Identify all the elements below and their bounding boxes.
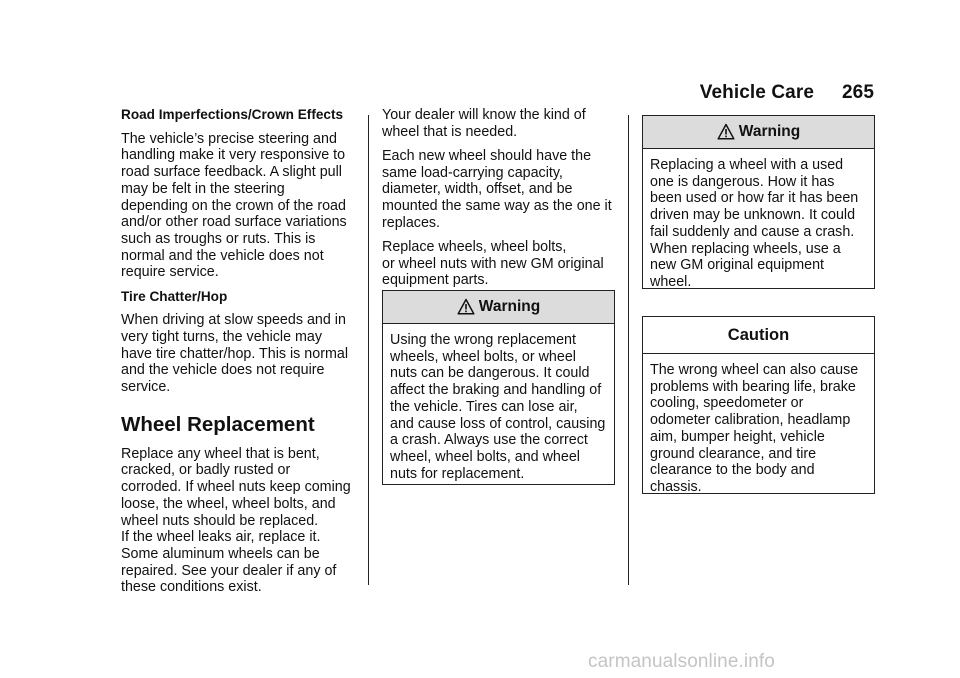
- caution-title: Caution: [727, 325, 790, 344]
- running-head: [700, 82, 874, 104]
- warning-text: Replacing a wheel with a used one is dangerous. How it has been used or how far it has been driven may be unknown. It could fail suddenly and cause a crash. When replacing wheels, use a new GM original equipment wheel.: [650, 157, 859, 290]
- watermark: carmanualsonline.info: [588, 651, 775, 672]
- paragraph-tire-chatter: When driving at slow speeds and in very tight turns, the vehicle may have tire chatter/hop. This is normal and the vehicle does not require service.: [121, 312, 349, 396]
- paragraph-replace-parts: Replace wheels, wheel bolts, or wheel nuts with new GM original equipment parts.: [382, 238, 604, 289]
- warning-title: Warning: [478, 298, 541, 315]
- section-title: Vehicle Care: [699, 82, 814, 103]
- warning-triangle-icon: [717, 123, 735, 141]
- page-number: 265: [841, 82, 874, 103]
- middle-column: [382, 107, 616, 297]
- caution-box-header: [643, 317, 874, 354]
- column-divider-1: [368, 115, 369, 585]
- caution-box: [642, 316, 875, 494]
- paragraph-road-imperfections: The vehicle’s precise steering and handling make it very responsive to road surface feedback. A slight pull may be felt in the steering depending on the crown of the road and/or other road surface variations such as troughs or ruts. This is normal and the vehicle does not require service.: [121, 130, 347, 281]
- warning-title: Warning: [738, 123, 801, 140]
- warning-triangle-icon: [457, 298, 475, 316]
- warning-box-header: [643, 116, 874, 149]
- caution-text: The wrong wheel can also cause problems with bearing life, brake cooling, speedometer or odometer calibration, headlamp aim, bumper height, vehicle ground clearance, and tire clearance to the body and chassis.: [650, 362, 859, 495]
- warning-box-wrong-replacement: [382, 290, 615, 485]
- subheading-road-imperfections: Road Imperfections/Crown Effects: [121, 107, 344, 122]
- left-column: [121, 107, 361, 604]
- warning-text: Using the wrong replacement wheels, wheel bolts, or wheel nuts can be dangerous. It could affect the braking and handling of the vehicle. Tires can lose air, and cause loss of control, causing a crash. Always use the correct wheel, wheel bolts, and wheel nuts for replacement.: [390, 332, 606, 482]
- subheading-tire-chatter: Tire Chatter/Hop: [121, 288, 228, 304]
- paragraph-wheel-replacement: Replace any wheel that is bent, cracked, or badly rusted or corroded. If wheel nuts keep coming loose, the wheel, wheel bolts, and wheel nuts should be replaced. If the wheel leaks air, replace it. Some aluminum wheels can be repaired. See your dealer if any of these conditions exist.: [121, 445, 351, 596]
- section-heading-wheel-replacement: Wheel Replacement: [121, 412, 315, 436]
- paragraph-dealer: Your dealer will know the kind of wheel that is needed.: [382, 107, 586, 140]
- warning-box-header: [383, 291, 614, 324]
- column-divider-2: [628, 115, 629, 585]
- paragraph-new-wheel: Each new wheel should have the same load-carrying capacity, diameter, width, offset, and be mounted the same way as the one it replaces.: [382, 147, 612, 231]
- warning-box-used-wheel: [642, 115, 875, 289]
